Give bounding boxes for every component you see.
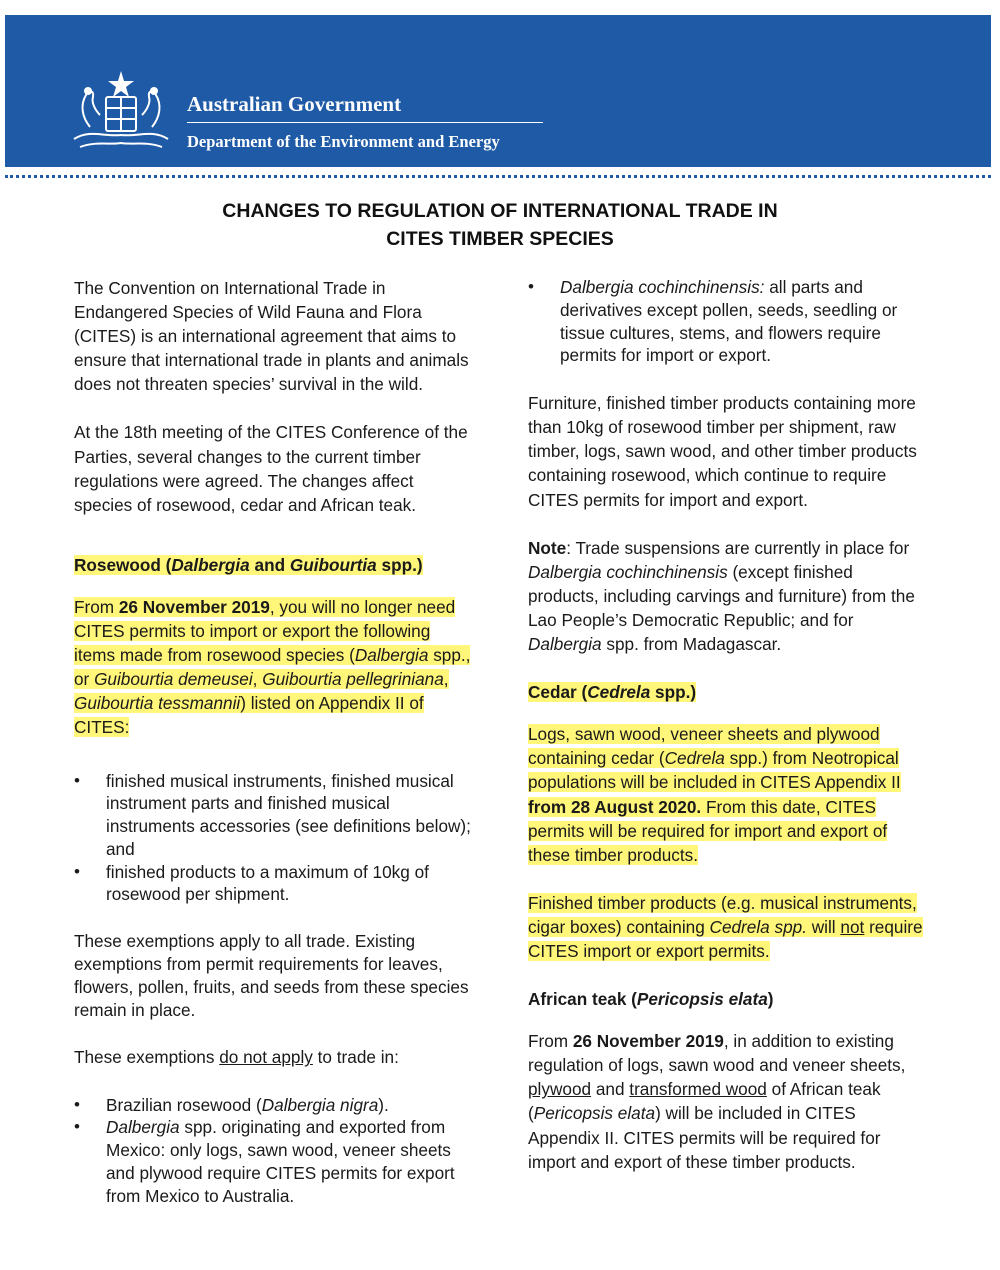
header-banner xyxy=(5,15,991,167)
cedar-paragraph-2: Finished timber products (e.g. musical instruments, cigar boxes) containing Cedrela spp. will not require CITES import or export permits. xyxy=(528,892,923,961)
cedar-heading: Cedar (Cedrela spp.) xyxy=(528,682,697,703)
coat-of-arms-icon xyxy=(60,67,180,157)
exemptions-paragraph: These exemptions apply to all trade. Existing exemptions from permit requirements for leaves, flowers, pollen, fruits, and seeds from these species remain in place. xyxy=(74,931,469,1020)
list-item: • Dalbergia cochinchinensis: all parts and derivatives except pollen, seeds, seedling or tissue cultures, stems, and flowers require permits for import or export. xyxy=(528,276,928,367)
title-line-2: CITES TIMBER SPECIES xyxy=(386,228,614,250)
org-name: Australian Government xyxy=(187,92,402,116)
list-item: • Brazilian rosewood (Dalbergia nigra). xyxy=(74,1094,474,1117)
document-title xyxy=(0,197,1000,253)
rosewood-paragraph: From 26 November 2019, you will no longer need CITES permits to import or export the following items made from rosewood species (Dalbergia spp., or Guibourtia demeusei, Guibourtia pellegriniana, Guibourtia tessmannii) listed on Appendix II of CITES: xyxy=(74,596,471,738)
dotted-divider xyxy=(5,175,991,178)
cedar-paragraph-1: Logs, sawn wood, veneer sheets and plywood containing cedar (Cedrela spp.) from Neotropical populations will be included in CITES Appendix II from 28 August 2020. From this date, CITES permits will be required for import and export of these timber products. xyxy=(528,724,901,865)
left-column xyxy=(74,276,474,1208)
header-rule xyxy=(187,122,543,123)
rosewood-heading: Rosewood (Dalbergia and Guibourtia spp.) xyxy=(74,554,423,575)
intro-paragraph-2: At the 18th meeting of the CITES Conference of the Parties, several changes to the current timber regulations were agreed. The changes affect species of rosewood, cedar and African teak. xyxy=(74,422,468,515)
not-exempt-list xyxy=(74,1094,474,1208)
list-item: • Dalbergia spp. originating and exported from Mexico: only logs, sawn wood, veneer sheets and plywood require CITES permits for export from Mexico to Australia. xyxy=(74,1116,474,1207)
furniture-paragraph: Furniture, finished timber products containing more than 10kg of rosewood timber per shipment, raw timber, logs, sawn wood, and other timber products containing rosewood, which continue to require CITES permits for import and export. xyxy=(528,393,917,510)
note-paragraph: Note: Trade suspensions are currently in place for Dalbergia cochinchinensis (except finished products, including carvings and furniture) from the Lao People’s Democratic Republic; and for Dalbergia spp. from Madagascar. xyxy=(528,537,915,655)
not-exempt-list-continued xyxy=(528,276,928,367)
teak-heading: African teak (Pericopsis elata) xyxy=(528,989,774,1010)
not-apply-paragraph: These exemptions do not apply to trade in: xyxy=(74,1047,399,1068)
teak-paragraph: From 26 November 2019, in addition to existing regulation of logs, sawn wood and veneer sheets, plywood and transformed wood of African teak (Pericopsis elata) will be included in CITES Appendix II. CITES permits will be required for import and export of these timber products. xyxy=(528,1031,906,1172)
department-name: Department of the Environment and Energy xyxy=(187,132,500,151)
list-item: • finished products to a maximum of 10kg of rosewood per shipment. xyxy=(74,861,474,907)
right-column xyxy=(528,276,928,1174)
title-line-1: CHANGES TO REGULATION OF INTERNATIONAL TRADE IN xyxy=(222,200,778,222)
intro-paragraph-1: The Convention on International Trade in Endangered Species of Wild Fauna and Flora (CITES) is an international agreement that aims to ensure that international trade in plants and animals does not threaten species’ survival in the wild. xyxy=(74,278,469,395)
exempt-items-list xyxy=(74,770,474,907)
list-item: • finished musical instruments, finished musical instrument parts and finished musical instruments accessories (see definitions below); and xyxy=(74,770,474,861)
